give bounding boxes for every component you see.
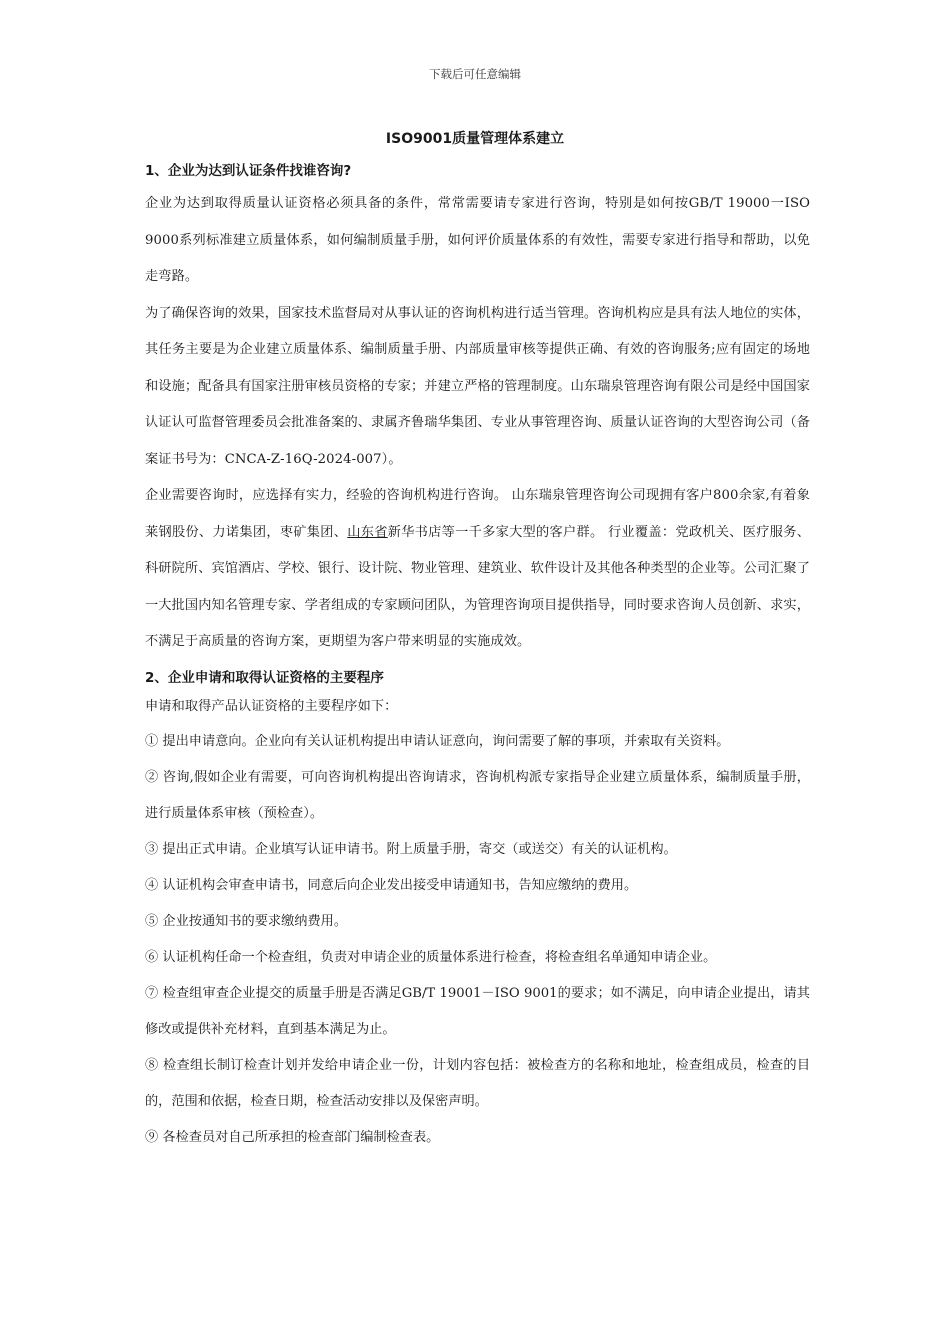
paragraph-3-text-a: 企业需要咨询时，应选择有实力，经验的咨询机构进行咨询。 山东瑞泉管理咨询公司现拥有客户800余家,有着象莱钢股份、力诺集团，枣矿集团、: [145, 488, 810, 540]
procedure-step: ⑥ 认证机构任命一个检查组，负责对申请企业的质量体系进行检查，将检查组名单通知申请企业。: [145, 949, 717, 965]
section-1-paragraph-3: [145, 478, 810, 661]
document-body: [145, 160, 810, 1156]
section-1-paragraph-2: 为了确保咨询的效果，国家技术监督局对从事认证的咨询机构进行适当管理。咨询机构应是具有法人地位的实体，其任务主要是为企业建立质量体系、编制质量手册、内部质量审核等提供正确、有效的咨询服务;应有固定的场地和设施；配备具有国家注册审核员资格的专家；并建立严格的管理制度。山东瑞泉管理咨询有限公司是经中国国家认证认可监督管理委员会批准备案的、隶属齐鲁瑞华集团、专业从事管理咨询、质量认证咨询的大型咨询公司（备案证书号为：CNCA-Z-16Q-2024-007）。: [145, 305, 810, 467]
procedure-step: ④ 认证机构会审查申请书，同意后向企业发出接受申请通知书，告知应缴纳的费用。: [145, 877, 638, 893]
procedure-step: ⑧ 检查组长制订检查计划并发给申请企业一份，计划内容包括：被检查方的名称和地址，检查组成员，检查的目的，范围和依据，检查日期，检查活动安排以及保密声明。: [145, 1057, 810, 1109]
section-2-heading: 2、企业申请和取得认证资格的主要程序: [145, 669, 384, 686]
procedure-step: ⑦ 检查组审查企业提交的质量手册是否满足GB/T 19001－ISO 9001的要求；如不满足，向申请企业提出，请其修改或提供补充材料，直到基本满足为止。: [145, 985, 810, 1037]
procedure-steps: [145, 724, 810, 1156]
header-note: 下载后可任意编辑: [429, 67, 521, 81]
procedure-step: ① 提出申请意向。企业向有关认证机构提出申请认证意向，询问需要了解的事项，并索取有关资料。: [145, 733, 730, 749]
section-2-intro: 申请和取得产品认证资格的主要程序如下：: [145, 698, 398, 714]
procedure-step: ⑨ 各检查员对自己所承担的检查部门编制检查表。: [145, 1129, 440, 1145]
procedure-step: ⑤ 企业按通知书的要求缴纳费用。: [145, 913, 348, 929]
procedure-step: ② 咨询,假如企业有需要，可向咨询机构提出咨询请求，咨询机构派专家指导企业建立质量体系，编制质量手册，进行质量体系审核（预检查）。: [145, 769, 810, 821]
paragraph-3-text-b: 新华书店等一千多家大型的客户群。 行业覆盖：党政机关、医疗服务、科研院所、宾馆酒店、学校、银行、设计院、物业管理、建筑业、软件设计及其他各种类型的企业等。公司汇聚了一大批国内知名管理专家、学者组成的专家顾问团队，为管理咨询项目提供指导，同时要求咨询人员创新、求实，不满足于高质量的咨询方案，更期望为客户带来明显的实施成效。: [145, 524, 810, 649]
document-title: ISO9001质量管理体系建立: [385, 131, 565, 147]
shandong-link[interactable]: 山东省: [347, 524, 388, 540]
section-1-paragraph-1: 企业为达到取得质量认证资格必须具备的条件，常常需要请专家进行咨询，特别是如何按GB/T 19000一ISO 9000系列标准建立质量体系，如何编制质量手册，如何评价质量体系的有效性，需要专家进行指导和帮助，以免走弯路。: [145, 196, 810, 284]
procedure-step: ③ 提出正式申请。企业填写认证申请书。附上质量手册，寄交（或送交）有关的认证机构。: [145, 841, 677, 857]
section-1-heading: 1、企业为达到认证条件找谁咨询?: [145, 163, 352, 179]
